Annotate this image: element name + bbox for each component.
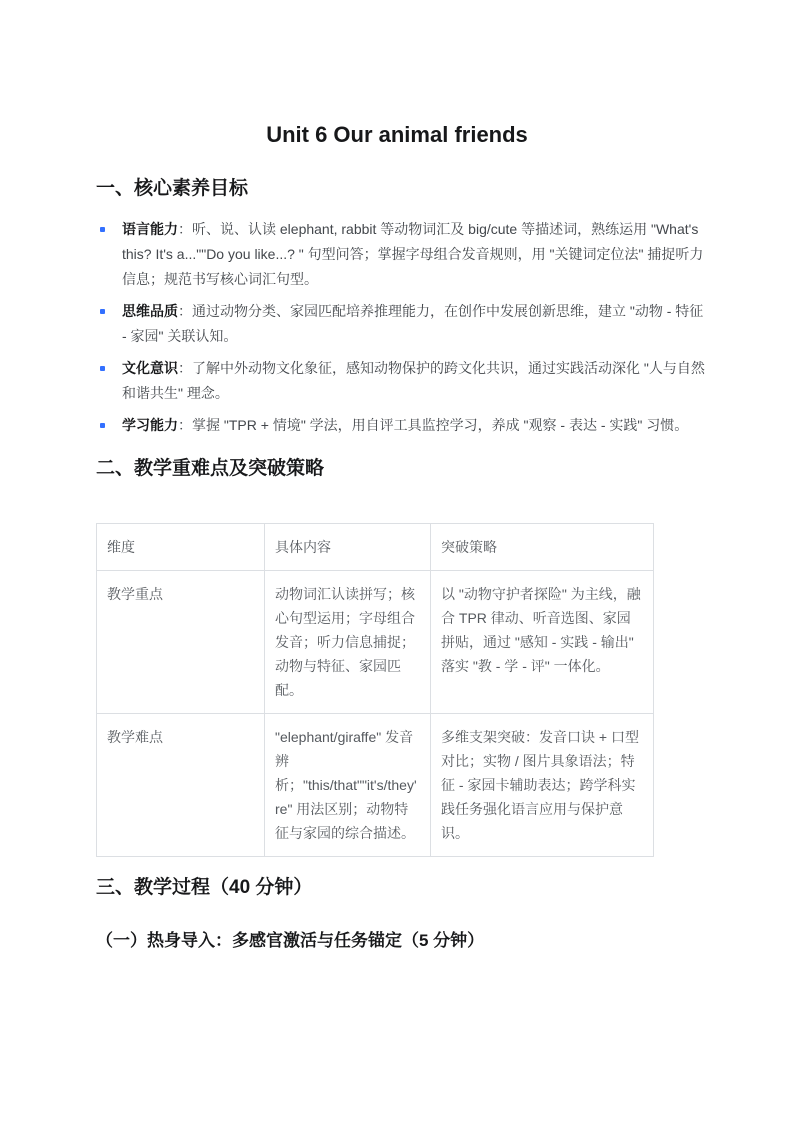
subsection-warmup-heading: （一）热身导入：多感官激活与任务锚定（5 分钟）	[96, 931, 485, 950]
goal-text: ：掌握 "TPR + 情境" 学法，用自评工具监控学习，养成 "观察 - 表达 - 实践" 习惯。	[178, 417, 689, 433]
cell-content: "elephant/giraffe" 发音辨析；"this/that""it's/they're" 用法区别；动物特征与家园的综合描述。	[265, 714, 431, 857]
cell-dimension: 教学难点	[97, 714, 265, 857]
goal-label: 语言能力	[122, 221, 178, 237]
bullet-dot-icon	[100, 227, 105, 232]
section-process-heading: 三、教学过程（40 分钟）	[96, 877, 313, 898]
goal-label: 思维品质	[122, 303, 178, 319]
goal-label: 文化意识	[122, 360, 178, 376]
section-key-points-heading: 二、教学重难点及突破策略	[96, 458, 325, 479]
core-goals-list	[96, 217, 706, 438]
goal-text: ：听、说、认读 elephant, rabbit 等动物词汇及 big/cute 等描述词，熟练运用 "What's this? It's a...""Do you like...? " 句型问答；掌握字母组合发音规则，用 "关键词定位法" 捕捉听力信息；规范书写核心词汇句型。	[122, 221, 704, 287]
goal-text: ：了解中外动物文化象征，感知动物保护的跨文化共识，通过实践活动深化 "人与自然和谐共生" 理念。	[122, 360, 705, 401]
cell-strategy: 以 "动物守护者探险" 为主线，融合 TPR 律动、听音选图、家园拼贴，通过 "感知 - 实践 - 输出" 落实 "教 - 学 - 评" 一体化。	[431, 571, 654, 714]
cell-dimension: 教学重点	[97, 571, 265, 714]
goal-item-thinking	[96, 299, 706, 349]
goal-item-learning	[96, 413, 706, 438]
table-header-dimension: 维度	[97, 524, 265, 571]
document-content	[0, 177, 794, 953]
goal-label: 学习能力	[122, 417, 178, 433]
cell-strategy: 多维支架突破：发音口诀 + 口型对比；实物 / 图片具象语法；特征 - 家园卡辅助表达；跨学科实践任务强化语言应用与保护意识。	[431, 714, 654, 857]
cell-content: 动物词汇认读拼写；核心句型运用；字母组合发音；听力信息捕捉；动物与特征、家园匹配。	[265, 571, 431, 714]
bullet-dot-icon	[100, 423, 105, 428]
bullet-dot-icon	[100, 366, 105, 371]
goal-item-culture	[96, 356, 706, 406]
table-row-key-focus	[97, 571, 654, 714]
goal-item-language	[96, 217, 706, 292]
table-row-difficulty	[97, 714, 654, 857]
table-header-strategy: 突破策略	[431, 524, 654, 571]
table-header-row	[97, 524, 654, 571]
document-title: Unit 6 Our animal friends	[266, 122, 528, 147]
table-header-content: 具体内容	[265, 524, 431, 571]
bullet-dot-icon	[100, 309, 105, 314]
goal-text: ：通过动物分类、家园匹配培养推理能力，在创作中发展创新思维，建立 "动物 - 特征 - 家园" 关联认知。	[122, 303, 704, 344]
key-points-table	[96, 523, 654, 857]
section-core-goals-heading: 一、核心素养目标	[96, 178, 249, 199]
